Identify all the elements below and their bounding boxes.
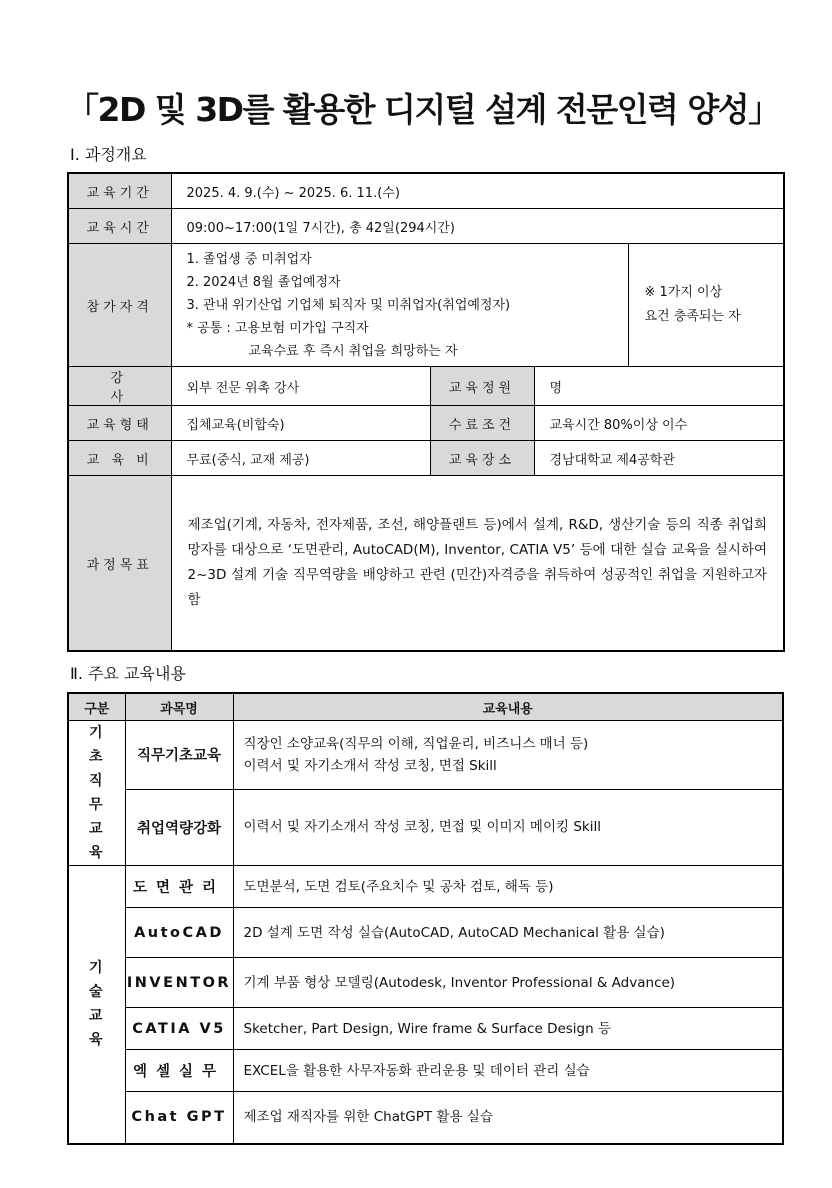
- description-cell: 이력서 및 자기소개서 작성 코칭, 면접 및 이미지 메이킹 Skill: [233, 789, 783, 865]
- table-row: [68, 721, 783, 790]
- value-hours: 09:00~17:00(1일 7시간), 총 42일(294시간): [171, 209, 784, 244]
- label-completion: 수료조건: [430, 406, 534, 441]
- value-eligibility: [171, 244, 628, 367]
- description-cell: 2D 설계 도면 작성 실습(AutoCAD, AutoCAD Mechanical 활용 실습): [233, 908, 783, 958]
- label-cost: 교 육 비: [68, 441, 171, 476]
- subject-cell: 취업역량강화: [125, 789, 233, 865]
- value-completion: 교육시간 80%이상 이수: [534, 406, 784, 441]
- value-cost: 무료(중식, 교재 제공): [171, 441, 430, 476]
- row-format: [68, 406, 784, 441]
- row-cost: [68, 441, 784, 476]
- eligibility-note: [628, 244, 784, 367]
- eligibility-note-line: ※ 1가지 이상: [644, 285, 723, 300]
- table-row: [68, 1008, 783, 1050]
- description-line: 이력서 및 자기소개서 작성 코칭, 면접 Skill: [243, 757, 497, 774]
- overview-table: [67, 172, 785, 652]
- value-period: 2025. 4. 9.(수) ~ 2025. 6. 11.(수): [171, 173, 784, 209]
- table-row: [68, 866, 783, 908]
- subject-cell: INVENTOR: [125, 958, 233, 1008]
- label-location: 교육장소: [430, 441, 534, 476]
- goal-text: 제조업(기계, 자동차, 전자제품, 조선, 해양플랜트 등)에서 설계, R&D, 생산기술 등의 직종 취업희망자를 대상으로 ‘도면관리, AutoCAD(M), Inventor, CATIA V5’ 등에 대한 실습 교육을 실시하여 2~3D 설계 기술 직무역량을 배양하고 관련 (민간)자격증을 취득하여 성공적인 취업을 지원하고자 함: [187, 517, 768, 608]
- label-capacity: 교육정원: [430, 367, 534, 406]
- subject-cell: CATIA V5: [125, 1008, 233, 1050]
- section-heading-content: Ⅱ. 주요 교육내용: [70, 664, 186, 683]
- row-instructor: [68, 367, 784, 406]
- category-basic-line: 직 무: [88, 773, 113, 813]
- label-goal: 과정목표: [68, 476, 171, 652]
- label-hours: 교육시간: [68, 209, 171, 244]
- table-row: [68, 958, 783, 1008]
- value-location: 경남대학교 제4공학관: [534, 441, 784, 476]
- section-heading-overview: Ⅰ. 과정개요: [70, 145, 147, 164]
- table-row: [68, 789, 783, 865]
- label-period: 교육기간: [68, 173, 171, 209]
- category-tech-line: 교 육: [88, 1008, 113, 1049]
- description-line: 직장인 소양교육(직무의 이해, 직업윤리, 비즈니스 매너 등): [243, 735, 589, 752]
- eligibility-line: 3. 관내 위기산업 기업체 퇴직자 및 미취업자(취업예정자): [186, 297, 511, 313]
- row-period: [68, 173, 784, 209]
- category-tech-line: 기 술: [88, 960, 113, 1001]
- eligibility-line: 교육수료 후 즉시 취업을 희망하는 자: [248, 343, 458, 359]
- eligibility-line: 2. 2024년 8월 졸업예정자: [186, 274, 341, 290]
- eligibility-note-line: 요건 충족되는 자: [644, 309, 741, 324]
- subject-cell: AutoCAD: [125, 908, 233, 958]
- description-cell: EXCEL을 활용한 사무자동화 관리운용 및 데이터 관리 실습: [233, 1050, 783, 1092]
- row-eligibility: [68, 244, 784, 367]
- category-tech: [68, 866, 125, 1144]
- description-cell: 도면분석, 도면 검토(주요치수 및 공차 검토, 해독 등): [233, 866, 783, 908]
- curriculum-header-row: [68, 693, 783, 721]
- category-basic-line: 교 육: [88, 821, 113, 861]
- subject-cell: Chat GPT: [125, 1092, 233, 1144]
- table-row: [68, 908, 783, 958]
- description-cell: 기계 부품 형상 모델링(Autodesk, Inventor Professional & Advance): [233, 958, 783, 1008]
- description-cell: 제조업 재직자를 위한 ChatGPT 활용 실습: [233, 1092, 783, 1144]
- subject-cell: 직무기초교육: [125, 721, 233, 790]
- header-category: 구분: [68, 693, 125, 721]
- header-subject: 과목명: [125, 693, 233, 721]
- category-basic-line: 기 초: [88, 725, 113, 765]
- label-eligibility: 참가자격: [68, 244, 171, 367]
- description-cell: [233, 721, 783, 790]
- eligibility-line: 1. 졸업생 중 미취업자: [186, 251, 312, 267]
- description-cell: Sketcher, Part Design, Wire frame & Surface Design 등: [233, 1008, 783, 1050]
- table-row: [68, 1050, 783, 1092]
- subject-cell: 엑셀실무: [125, 1050, 233, 1092]
- category-basic: [68, 721, 125, 866]
- header-description: 교육내용: [233, 693, 783, 721]
- table-row: [68, 1092, 783, 1144]
- row-hours: [68, 209, 784, 244]
- subject-cell: 도면관리: [125, 866, 233, 908]
- value-instructor: 외부 전문 위촉 강사: [171, 367, 430, 406]
- value-format: 집체교육(비합숙): [171, 406, 430, 441]
- label-format: 교육형태: [68, 406, 171, 441]
- label-instructor: 강 사: [68, 367, 171, 406]
- value-goal: [171, 476, 784, 652]
- eligibility-line: * 공통 : 고용보험 미가입 구직자: [186, 320, 369, 336]
- document-title: 「2D 및 3D를 활용한 디지털 설계 전문인력 양성」: [66, 90, 780, 129]
- value-capacity: 명: [534, 367, 784, 406]
- curriculum-table: [67, 692, 784, 1145]
- row-goal: [68, 476, 784, 652]
